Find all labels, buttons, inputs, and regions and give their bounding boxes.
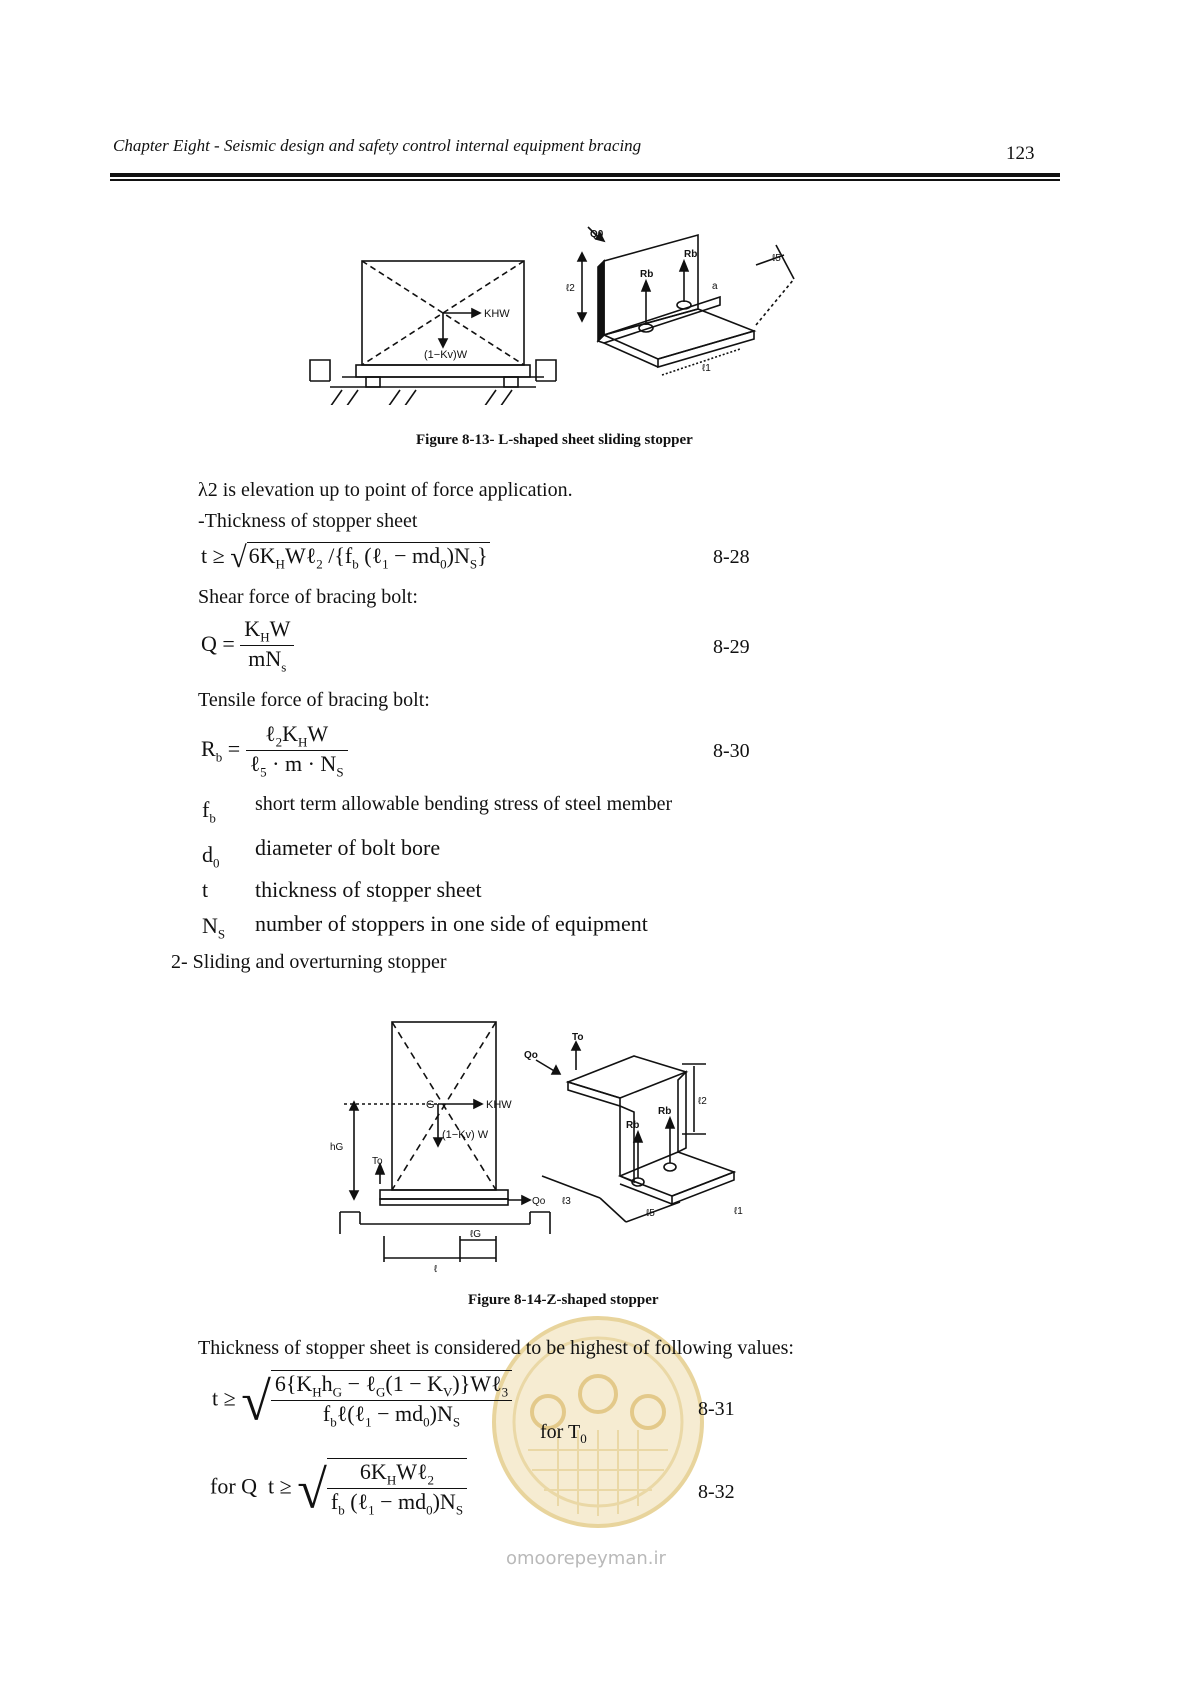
lambda-line: λ2 is elevation up to point of force application. bbox=[198, 479, 573, 501]
fig14-g-label: G bbox=[426, 1099, 435, 1111]
equation-number-8-30: 8-30 bbox=[713, 740, 750, 762]
fig13-a-label: a bbox=[712, 281, 718, 292]
equation-number-8-32: 8-32 bbox=[698, 1481, 735, 1503]
fig14-l3-label: ℓ3 bbox=[562, 1196, 571, 1207]
fig14-q0-label-right: Qo bbox=[524, 1050, 538, 1061]
fig13-kvw-label: (1−Kv)W bbox=[424, 349, 468, 361]
fig14-lg-label: ℓG bbox=[470, 1229, 482, 1240]
fig14-kvw-label: (1−Kv) W bbox=[442, 1129, 489, 1141]
fig13-q0-label: Q0 bbox=[590, 229, 604, 240]
fig14-khw-label: KHW bbox=[486, 1099, 512, 1111]
fig14-l5-label: ℓ5 bbox=[646, 1208, 655, 1219]
fig14-rb-label-left: Rb bbox=[626, 1120, 640, 1131]
shear-heading: Shear force of bracing bolt: bbox=[198, 586, 418, 608]
definition-symbol-fb: $f_b$ bbox=[202, 797, 216, 826]
tensile-heading: Tensile force of bracing bolt: bbox=[198, 689, 430, 711]
equipment-side-view bbox=[340, 1022, 550, 1262]
equation-8-32-condition: for Q bbox=[210, 1473, 258, 1499]
definition-text-d0: diameter of bolt bore bbox=[255, 835, 441, 860]
thickness-heading: -Thickness of stopper sheet bbox=[198, 510, 418, 532]
fig13-rb-label-left: Rb bbox=[640, 269, 654, 280]
z-stopper-isometric bbox=[536, 1042, 734, 1222]
definition-text-fb: short term allowable bending stress of steel member bbox=[255, 793, 673, 815]
equation-number-8-29: 8-29 bbox=[713, 636, 750, 658]
fig14-l2-label: ℓ2 bbox=[698, 1096, 707, 1107]
header-rule-thin bbox=[110, 179, 1060, 181]
fig14-to-label: To bbox=[372, 1156, 383, 1167]
definition-symbol-ns: $N_S$ bbox=[202, 913, 226, 942]
fig14-q0-label: Qo bbox=[532, 1196, 546, 1207]
figure-8-13-caption: Figure 8-13- L-shaped sheet sliding stopper bbox=[416, 432, 693, 448]
definition-text-t: thickness of stopper sheet bbox=[255, 877, 482, 902]
definition-symbol-d0: $d_0$ bbox=[202, 842, 220, 871]
equation-8-29: Q = $\frac{K_HW}{mN_s}$ bbox=[201, 616, 294, 676]
equation-8-31: t ≥ √ $\frac{6\{K_Hh_G - \ell_G(1 - K_V)\}W\ell_3}{f_b\ell(\ell_1 - md_0)N_S}$ bbox=[212, 1370, 512, 1432]
definition-text-ns: number of stoppers in one side of equipment bbox=[255, 911, 648, 936]
chapter-header: Chapter Eight - Seismic design and safety control internal equipment bracing bbox=[113, 136, 642, 155]
equation-number-8-31: 8-31 bbox=[698, 1398, 735, 1420]
header-rule-thick bbox=[110, 173, 1060, 177]
fig14-l-label: ℓ bbox=[434, 1264, 438, 1275]
equipment-front-view bbox=[310, 261, 556, 405]
fig13-khw-label: KHW bbox=[484, 308, 510, 320]
fig13-rb-label-right: Rb bbox=[684, 249, 698, 260]
fig14-hg-label: hG bbox=[330, 1142, 344, 1153]
thickness-values-line: Thickness of stopper sheet is considered to be highest of following values: bbox=[198, 1337, 794, 1359]
fig14-l1-label: ℓ1 bbox=[734, 1206, 743, 1217]
equation-number-8-28: 8-28 bbox=[713, 546, 750, 568]
figure-8-14-caption: Figure 8-14-Z-shaped stopper bbox=[468, 1292, 659, 1308]
fig14-rb-label-right: Rb bbox=[658, 1106, 672, 1117]
section-2-heading: 2- Sliding and overturning stopper bbox=[171, 951, 447, 973]
equation-8-30: $R_b$ = $\frac{\ell_2K_HW}{\ell_5 \cdot m \cdot N_S}$ bbox=[201, 721, 348, 781]
fig13-l2-label: ℓ2 bbox=[566, 283, 575, 294]
figure-8-13-drawing bbox=[300, 225, 860, 405]
equation-8-28: $t \ge √6K_HW\ell_2$ $/\{f_b$ (ℓ$_1$ − $md_0)N_S$} bbox=[201, 541, 488, 574]
definition-symbol-t: t bbox=[202, 877, 209, 902]
figure-8-14-drawing bbox=[330, 1000, 840, 1275]
fig14-to-label-right: To bbox=[572, 1032, 584, 1043]
fig13-l1-label: ℓ1 bbox=[702, 363, 711, 374]
page-number: 123 bbox=[1006, 143, 1035, 164]
equation-8-31-condition: for $T_0$ bbox=[540, 1421, 587, 1446]
fig13-l5-label: ℓ5 bbox=[772, 253, 781, 264]
equation-8-32: for Q t ≥ √ $\frac{6K_HW\ell_2}{f_b (\ell_1 - md_0)N_S}$ bbox=[210, 1458, 467, 1520]
watermark-text: omoorepeyman.ir bbox=[506, 1548, 666, 1569]
